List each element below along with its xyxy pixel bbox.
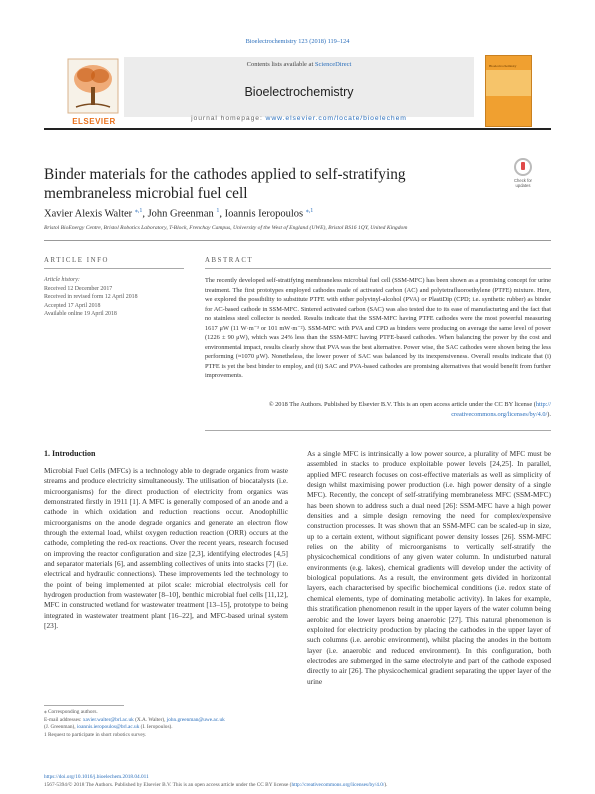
email-label: E-mail addresses:: [44, 716, 83, 723]
copyright-close: ).: [384, 781, 388, 788]
homepage-link[interactable]: www.elsevier.com/locate/bioelechem: [265, 115, 407, 122]
sciencedirect-link[interactable]: ScienceDirect: [314, 61, 352, 68]
article-info-heading: ARTICLE INFO: [44, 257, 110, 264]
journal-header: [66, 49, 474, 127]
article-history: [44, 276, 194, 319]
intro-paragraph-1: Microbial Fuel Cells (MFCs) is a technology able to degrade organics from waste streams and produce electricity simultaneously. The utilisation of biocatalysts (i.e. microorganisms) for the direct production of electricity from organics was demonstrated firstly in 1911 [1]. A MFC is generally composed of an anode and a cathode in which oxidation and reduction reactions occur. Anodophillic microorganisms on the anode degrade organics and generate an electron flow through the external load, whilst oxygen reduction reaction (ORR) occurs at the cathode, completing the red-ox reactions. Over the recent years, research focused on improving the reactor configuration and size [2,3], identifying electrodes [4,5] and separator materials [6], and assembling collectives of units into stacks [7] (i.e. electrical and hydraulic connections). These improvements led the technology to the point of being implemented at pilot scale: microbial electrolysis cell for hydrogen production from wastewater [8–10], benthic microbial fuel cells [11,12], MFC in constructed wetland for wastewater treatment [13–15], prototype to being integrated in wastewater treatment plant [16–22], and MFC-based urinal system [23].: [44, 466, 288, 631]
abstract-divider: [205, 268, 551, 269]
author-marker[interactable]: 1: [216, 208, 220, 214]
copyright-text: 1567-5394/© 2018 The Authors. Published by Elsevier B.V. This is an open access article under the CC BY license (: [44, 781, 292, 788]
author-name[interactable]: John Greenman: [147, 208, 214, 220]
author-name[interactable]: Xavier Alexis Walter: [44, 208, 133, 220]
history-accepted: Accepted 17 April 2018: [44, 302, 101, 309]
publisher-wordmark: ELSEVIER: [72, 117, 116, 126]
license-close: ).: [547, 410, 551, 418]
email-link[interactable]: john.greenman@uwe.ac.uk: [166, 716, 225, 723]
journal-homepage: [124, 115, 474, 122]
affiliation: Bristol BioEnergy Centre, Bristol Robotics Laboratory, T-Block, Frenchay Campus, University of the West of England (UWE), Bristol BS16 1QY, United Kingdom: [44, 225, 408, 231]
article-title: [44, 165, 464, 203]
email-link[interactable]: ioannis.ieropoulos@brl.ac.uk: [76, 724, 140, 730]
crossmark-badge: [514, 158, 532, 176]
abstract-text: The recently developed self-stratifying membraneless microbial fuel cell (SSM-MFC) has been shown as a promising concept for urine treatment. The first prototypes employed cathodes made of activated carbon (AC) and polytetrafluoroethylene (PTFE) mixture. Here, we explored the possibility to substitute PTFE with either polyvinyl-alcohol (PVA) or PlastiDip (CPD; i.e. synthetic rubber) as binder for AC-based cathode in SSM-MFC. Sintered activated carbon (SAC) was also tested due to its ease of manufacturing and the fact that no stainless steel collector is needed. Results indicate that the SSM-MFC having PTFE cathodes were the most powerful measuring 1617 μW (11 W·m⁻³ or 101 mW·m⁻²). SSM-MFC with PVA and CPD as binders were producing on average the same level of power (1226 ± 90 μW), which was 24% less than the SSM-MFC having PTFE-based cathodes. When balancing the power by the cost and environmental impact, results clearly show that PVA was the best alternative. Power wise, the SAC cathodes were shown being the less performing (≈1070 μW). Nonetheless, the lower power of SAC was balanced by its inexpensiveness. Overall results indicate that (i) PTFE is yet the best binder to employ, and (ii) SAC and PVA-based cathodes are promising alternatives that would benefit from further improvements.: [205, 277, 551, 380]
footnote-divider: [44, 705, 124, 706]
footnote-corresponding: ⁎ Corresponding authors.: [44, 709, 98, 715]
license-statement: [205, 400, 551, 419]
footnote-1[interactable]: 1 Request to participate in short robotics survey.: [44, 731, 147, 738]
journal-reference[interactable]: Bioelectrochemistry 123 (2018) 119–124: [245, 38, 350, 45]
cover-band: [486, 70, 531, 96]
contents-prefix: Contents lists available at: [246, 61, 315, 68]
abstract-heading: ABSTRACT: [205, 257, 254, 264]
article-info-divider: [44, 268, 184, 269]
email-owner: (X.A. Walter),: [133, 716, 167, 723]
abstract-end-divider: [205, 430, 551, 431]
journal-cover-thumbnail[interactable]: [485, 55, 532, 127]
doi-link[interactable]: https://doi.org/10.1016/j.bioelechem.2018.04.011: [44, 774, 149, 780]
title-line-2: membraneless microbial fuel cell: [44, 185, 248, 202]
license-link-continued[interactable]: creativecommons.org/licenses/by/4.0/: [451, 410, 548, 418]
history-revised: Received in revised form 12 April 2018: [44, 294, 138, 301]
homepage-label: journal homepage:: [191, 115, 266, 122]
journal-name: Bioelectrochemistry: [244, 85, 354, 99]
license-text: © 2018 The Authors. Published by Elsevier B.V. This is an open access article under the CC BY license (: [268, 401, 536, 408]
title-line-1: Binder materials for the cathodes applied to self-stratifying: [44, 166, 406, 183]
author-marker[interactable]: ⁎,1: [305, 208, 314, 214]
email-owner: (I. Ieropoulos).: [139, 724, 173, 730]
email-link[interactable]: xavier.walter@brl.ac.uk: [82, 716, 134, 723]
header-divider: [44, 128, 551, 130]
history-received: Received 12 December 2017: [44, 285, 113, 292]
copyright-license-link[interactable]: http://creativecommons.org/licenses/by/4.0/: [291, 781, 385, 788]
crossmark-icon[interactable]: [508, 158, 538, 194]
affiliation-divider: [44, 240, 551, 241]
author-marker[interactable]: ⁎,1: [134, 208, 143, 214]
crossmark-label: Check for updates: [514, 178, 532, 188]
history-online: Available online 19 April 2018: [44, 311, 117, 318]
cover-title: Bioelectrochemistry: [489, 64, 517, 68]
elsevier-tree-logo: [66, 57, 120, 115]
author-name[interactable]: Ioannis Ieropoulos: [224, 208, 304, 220]
author-separator: ,: [142, 208, 148, 220]
copyright-line: [44, 782, 554, 790]
license-link[interactable]: http://: [535, 401, 551, 408]
author-separator: ,: [219, 208, 225, 220]
footnotes: [44, 709, 294, 739]
page-footer: [44, 774, 554, 789]
history-label: Article history:: [44, 277, 80, 283]
section-heading-introduction: 1. Introduction: [44, 449, 96, 458]
footnote-emails: [44, 717, 294, 732]
intro-paragraph-2: As a single MFC is intrinsically a low power source, a plurality of MFC must be assembled in stacks to produce exploitable power levels [24,25]. In parallel, applied MFC research focuses on cost-effective materials as well as simplicity of design whilst maximising power production (i.e. high power density of a single MFC). Recently, the concept of self-stratifying membraneless MFC (SSM-MFC) has been shown to address such a dual need [26]: SSM-MFC have a high power densities and a simple design removing the need for complex/expensive construction processes. It was shown that an SSM-MFC can be scaled-up in size, up to a certain extent, without significant power density losses [26]. SSM-MFC relies on the ability of microorganisms to vertically self-stratify the physicochemical conditions of any given water column. In undisturbed natural environments (e.g. lakes), chemical gradients will develop under the activity of biological populations. As a result, the environment gets divided in horizontal layers, each characterised by specific biochemical conditions (i.e. redox state of chemical elements, type of dominating metabolic activity). In lakes for example, this stratification phenomenon result in the upper layers of the water column being aerobic and the lower layers being anaerobic [27]. This natural phenomenon is exploited for electricity production by placing the cathodes in the upper layer of such columns (i.e. aerobic environment), whilst placing the anodes in the bottom layer (i.e. anaerobic and reduced environment). In this configuration, both electrodes are submerged in the same electrolyte and part of the cathode exposed directly to air [26]. The physicochemical gradient separating the upper layer of the urine: [307, 449, 551, 686]
email-owner: (J. Greenman),: [44, 724, 77, 730]
author-list: [44, 207, 544, 220]
contents-line: [124, 61, 474, 68]
